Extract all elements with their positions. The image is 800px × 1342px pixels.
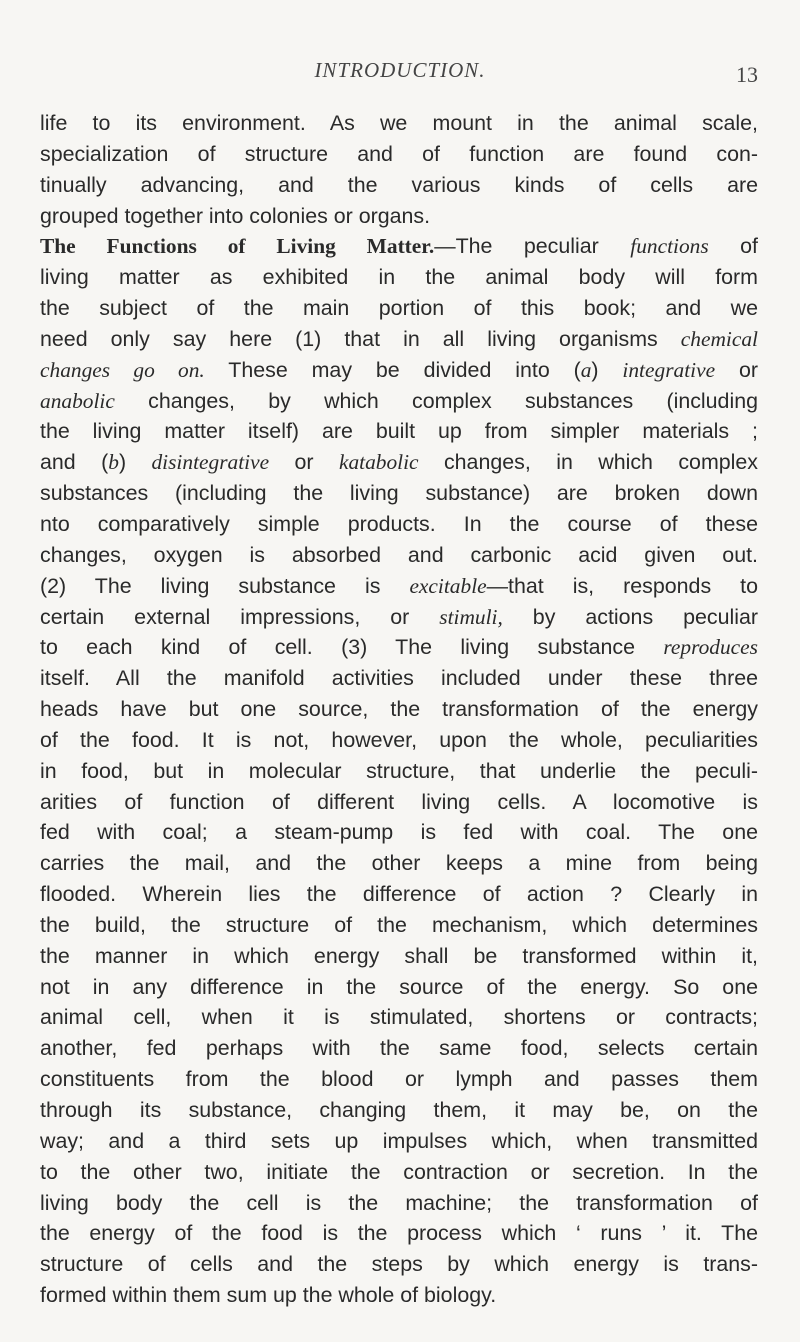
- text-line: tinually advancing, and the various kinds of cells are: [40, 172, 758, 197]
- italic-run: reproduces: [663, 635, 758, 660]
- italic-run: disintegrative: [151, 450, 270, 475]
- text-line: through its substance, changing them, it may be, on the: [40, 1098, 758, 1122]
- italic-run: b: [108, 450, 119, 475]
- text-line: grouped together into colonies or organs.: [40, 203, 431, 228]
- italic-run: anabolic: [40, 388, 115, 413]
- text-run: —that is, responds to: [486, 573, 758, 598]
- italic-run: stimuli,: [439, 604, 503, 629]
- text-line: the energy of the food is the process which ‘ runs ’ it. The: [40, 1221, 758, 1246]
- text-line: the subject of the main portion of this book; and we: [40, 296, 758, 321]
- italic-run: integrative: [622, 357, 716, 382]
- section-heading: The Functions of Living Matter.: [40, 234, 435, 259]
- text-line: [40, 602, 758, 633]
- text-line: heads have but one source, the transformation of the energy: [40, 697, 758, 722]
- text-line: the manner in which energy shall be transformed within it,: [40, 943, 758, 968]
- text-line: constituents from the blood or lymph and passes them: [40, 1067, 758, 1092]
- text-run: (2) The living substance is: [40, 573, 410, 598]
- text-line: carries the mail, and the other keeps a mine from being: [40, 851, 758, 876]
- text-line: the build, the structure of the mechanism, which determines: [40, 912, 758, 937]
- text-line: life to its environment. As we mount in the animal scale,: [40, 111, 758, 135]
- page-header: [0, 58, 800, 92]
- running-title: INTRODUCTION.: [314, 58, 486, 82]
- text-run: of: [708, 234, 758, 259]
- text-run: —The peculiar: [434, 234, 631, 259]
- text-run: These may be divided into (: [204, 357, 581, 382]
- text-line: not in any difference in the source of the energy. So one: [40, 974, 758, 999]
- text-run: by actions peculiar: [502, 604, 759, 629]
- text-line: [40, 231, 758, 262]
- text-run: to each kind of cell. (3) The living substance: [40, 635, 664, 660]
- italic-run: katabolic: [338, 450, 419, 475]
- text-run: ): [591, 357, 623, 382]
- text-line: [40, 324, 758, 355]
- text-line: living matter as exhibited in the animal body will form: [40, 265, 758, 290]
- text-line: [40, 355, 758, 386]
- text-line: the living matter itself) are built up from simpler materials ;: [40, 419, 758, 444]
- text-line: flooded. Wherein lies the difference of action ? Clearly in: [40, 882, 758, 907]
- text-line: in food, but in molecular structure, that underlie the peculi-: [40, 758, 758, 783]
- text-line: [40, 447, 758, 478]
- text-run: ): [118, 450, 152, 475]
- text-line: of the food. It is not, however, upon the whole, peculiarities: [40, 727, 758, 752]
- italic-run: changes go on.: [40, 357, 205, 382]
- text-run: or: [269, 450, 339, 475]
- text-line: specialization of structure and of function are found con-: [40, 141, 758, 166]
- text-line: [40, 386, 758, 417]
- text-line: formed within them sum up the whole of biology.: [40, 1283, 497, 1308]
- text-line: structure of cells and the steps by which energy is trans-: [40, 1252, 758, 1277]
- text-line: substances (including the living substance) are broken down: [40, 481, 758, 506]
- text-line: living body the cell is the machine; the transformation of: [40, 1190, 758, 1215]
- text-run: and (: [40, 450, 109, 475]
- text-line: another, fed perhaps with the same food, selects certain: [40, 1036, 758, 1061]
- text-run: need only say here (1) that in all living organisms: [40, 326, 681, 351]
- text-line: changes, oxygen is absorbed and carbonic acid given out.: [40, 542, 758, 567]
- page-number: 13: [736, 62, 758, 87]
- italic-run: chemical: [680, 326, 758, 351]
- text-line: [40, 632, 758, 663]
- text-line: fed with coal; a steam-pump is fed with coal. The one: [40, 820, 758, 845]
- text-line: itself. All the manifold activities included under these three: [40, 666, 758, 691]
- text-run: changes, by which complex substances (including: [114, 388, 758, 413]
- text-run: changes, in which complex: [418, 450, 758, 475]
- text-line: way; and a third sets up impulses which, when transmitted: [40, 1128, 758, 1153]
- body-text: [40, 108, 758, 1311]
- text-line: to the other two, initiate the contraction or secretion. In the: [40, 1159, 758, 1184]
- italic-run: a: [580, 357, 592, 382]
- text-run: certain external impressions, or: [40, 604, 440, 629]
- text-line: nto comparatively simple products. In the course of these: [40, 511, 758, 536]
- text-line: arities of function of different living cells. A locomotive is: [40, 789, 758, 814]
- text-line: animal cell, when it is stimulated, shortens or contracts;: [40, 1005, 758, 1030]
- italic-run: functions: [630, 234, 709, 259]
- italic-run: excitable: [409, 573, 487, 598]
- text-run: or: [715, 357, 758, 382]
- text-line: [40, 571, 758, 602]
